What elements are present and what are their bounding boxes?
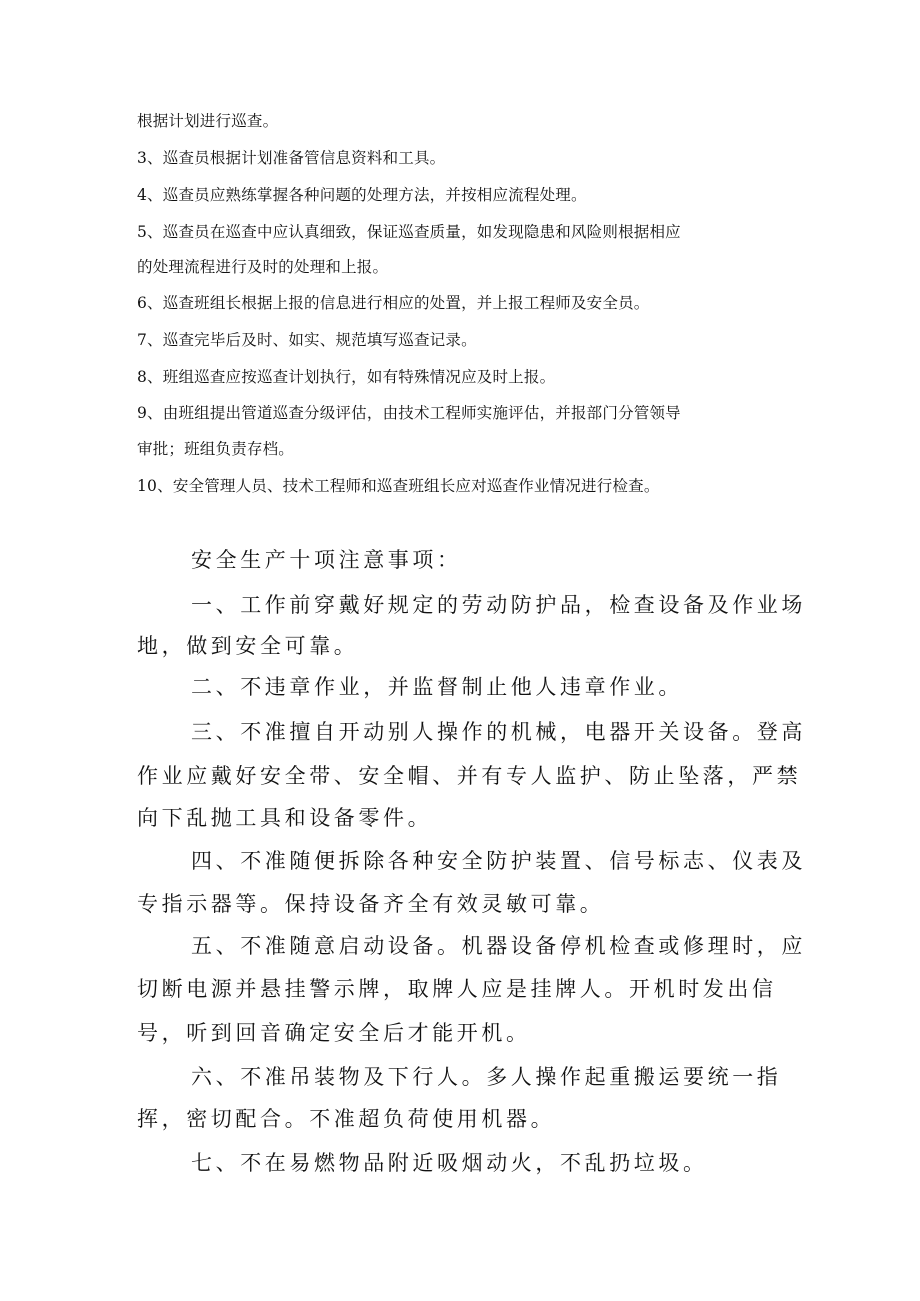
list-item-9-line-2: 审批；班组负责存档。 (137, 440, 295, 458)
safety-item-5-line-1: 五、不准随意启动设备。机器设备停机检查或修理时，应 (191, 934, 806, 958)
safety-item-3-line-2: 作业应戴好安全带、安全帽、并有专人监护、防止坠落，严禁 (137, 764, 802, 788)
safety-item-4-line-1: 四、不准随便拆除各种安全防护装置、信号标志、仪表及 (191, 849, 806, 873)
list-item-5-line-1: 5、巡查员在巡查中应认真细致，保证巡查质量，如发现隐患和风险则根据相应 (137, 223, 681, 241)
safety-item-6-line-1: 六、不准吊装物及下行人。多人操作起重搬运要统一指 (191, 1065, 782, 1089)
safety-item-1-line-2: 地，做到安全可靠。 (137, 634, 359, 658)
list-item-5-line-2: 的处理流程进行及时的处理和上报。 (137, 258, 389, 276)
safety-item-1-line-1: 一、工作前穿戴好规定的劳动防护品，检查设备及作业场 (191, 593, 806, 617)
list-item-8: 8、班组巡查应按巡查计划执行，如有特殊情况应及时上报。 (137, 368, 556, 386)
list-item-10: 10、安全管理人员、技术工程师和巡查班组长应对巡查作业情况进行检查。 (137, 477, 660, 495)
safety-item-3-line-3: 向下乱抛工具和设备零件。 (137, 806, 433, 830)
safety-item-5-line-3: 号，听到回音确定安全后才能开机。 (137, 1021, 531, 1045)
safety-item-6-line-2: 挥，密切配合。不准超负荷使用机器。 (137, 1107, 556, 1131)
list-item-3: 3、巡查员根据计划准备管信息资料和工具。 (137, 149, 446, 167)
list-item-continuation: 根据计划进行巡查。 (137, 112, 279, 130)
safety-heading: 安全生产十项注意事项： (191, 548, 462, 572)
list-item-4: 4、巡查员应熟练掌握各种问题的处理方法，并按相应流程处理。 (137, 186, 587, 204)
list-item-6: 6、巡查班组长根据上报的信息进行相应的处置，并上报工程师及安全员。 (137, 294, 650, 312)
list-item-9-line-1: 9、由班组提出管道巡查分级评估，由技术工程师实施评估，并报部门分管领导 (137, 404, 681, 422)
list-item-7: 7、巡查完毕后及时、如实、规范填写巡查记录。 (137, 331, 477, 349)
safety-item-2: 二、不违章作业，并监督制止他人违章作业。 (191, 675, 683, 699)
safety-item-3-line-1: 三、不准擅自开动别人操作的机械，电器开关设备。登高 (191, 720, 806, 744)
safety-item-5-line-2: 切断电源并悬挂警示牌，取牌人应是挂牌人。开机时发出信 (137, 977, 777, 1001)
safety-item-4-line-2: 专指示器等。保持设备齐全有效灵敏可靠。 (137, 892, 605, 916)
safety-item-7: 七、不在易燃物品附近吸烟动火，不乱扔垃圾。 (191, 1151, 708, 1175)
